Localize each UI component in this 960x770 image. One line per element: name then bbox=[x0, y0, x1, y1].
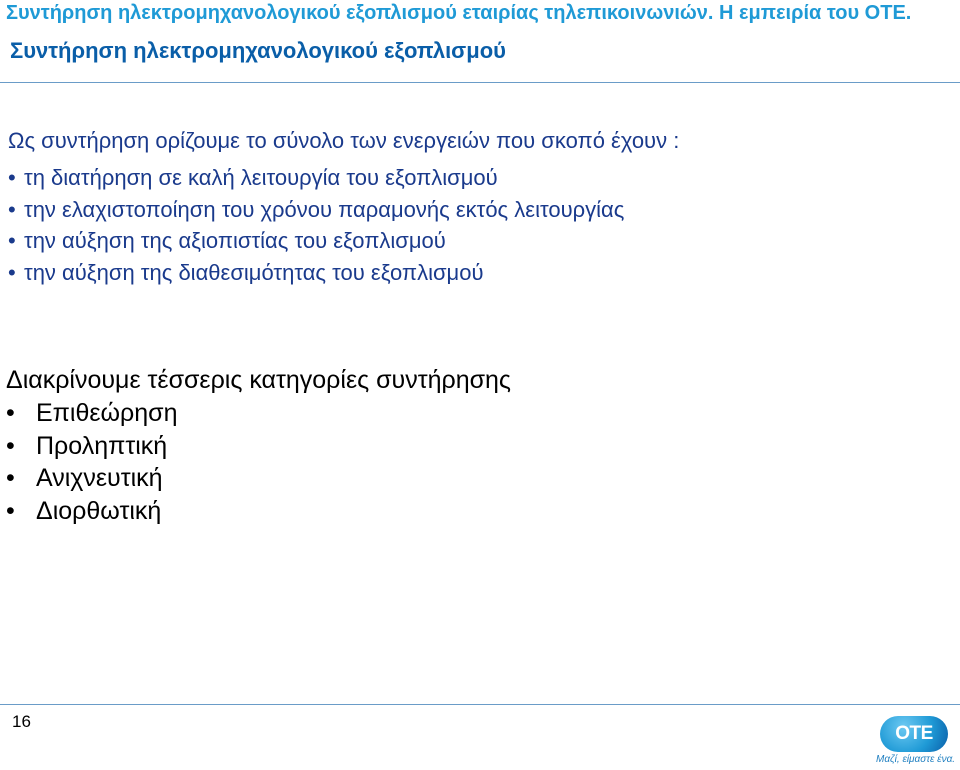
slide-top-title: Συντήρηση ηλεκτρομηχανολογικού εξοπλισμού εταιρίας τηλεπικοινωνιών. Η εμπειρία του ΟΤΕ. bbox=[6, 2, 912, 24]
logo-badge: ΟΤΕ bbox=[880, 716, 948, 752]
page-number: 16 bbox=[12, 712, 31, 731]
bullet-icon: • bbox=[6, 496, 15, 525]
list-item bbox=[8, 194, 624, 226]
bullet-icon: • bbox=[8, 228, 16, 253]
goal-text: την αύξηση της διαθεσιμότητας του εξοπλισμού bbox=[24, 259, 484, 285]
categories-heading: Διακρίνουμε τέσσερις κατηγορίες συντήρησης bbox=[6, 366, 511, 394]
list-item bbox=[6, 495, 178, 528]
list-item bbox=[6, 462, 178, 495]
list-item bbox=[8, 225, 624, 257]
bullet-icon: • bbox=[8, 259, 16, 285]
intro-text: Ως συντήρηση ορίζουμε το σύνολο των ενεργειών που σκοπό έχουν : bbox=[8, 128, 680, 153]
logo-slogan: Μαζί, είμαστε ένα. bbox=[876, 754, 956, 765]
list-item bbox=[6, 397, 178, 430]
bullet-icon: • bbox=[8, 165, 16, 190]
goal-text: την ελαχιστοποίηση του χρόνου παραμονής εκτός λειτουργίας bbox=[24, 196, 625, 222]
bullet-icon: • bbox=[6, 464, 15, 492]
list-item bbox=[8, 162, 624, 194]
category-text: Διορθωτική bbox=[36, 496, 162, 525]
footer-divider bbox=[0, 704, 960, 705]
category-text: Προληπτική bbox=[36, 431, 168, 460]
bullet-icon: • bbox=[8, 196, 16, 222]
category-text: Επιθεώρηση bbox=[36, 399, 178, 427]
ote-logo bbox=[876, 716, 956, 768]
list-item bbox=[6, 430, 178, 463]
header-divider bbox=[0, 82, 960, 83]
list-item bbox=[8, 257, 624, 289]
bullet-icon: • bbox=[6, 431, 15, 460]
categories-list bbox=[6, 397, 178, 527]
category-text: Ανιχνευτική bbox=[36, 464, 163, 492]
goals-list bbox=[8, 162, 624, 288]
bullet-icon: • bbox=[6, 399, 15, 427]
slide-subtitle: Συντήρηση ηλεκτρομηχανολογικού εξοπλισμού bbox=[10, 38, 506, 63]
goal-text: τη διατήρηση σε καλή λειτουργία του εξοπλισμού bbox=[24, 165, 498, 190]
goal-text: την αύξηση της αξιοπιστίας του εξοπλισμού bbox=[24, 228, 446, 253]
